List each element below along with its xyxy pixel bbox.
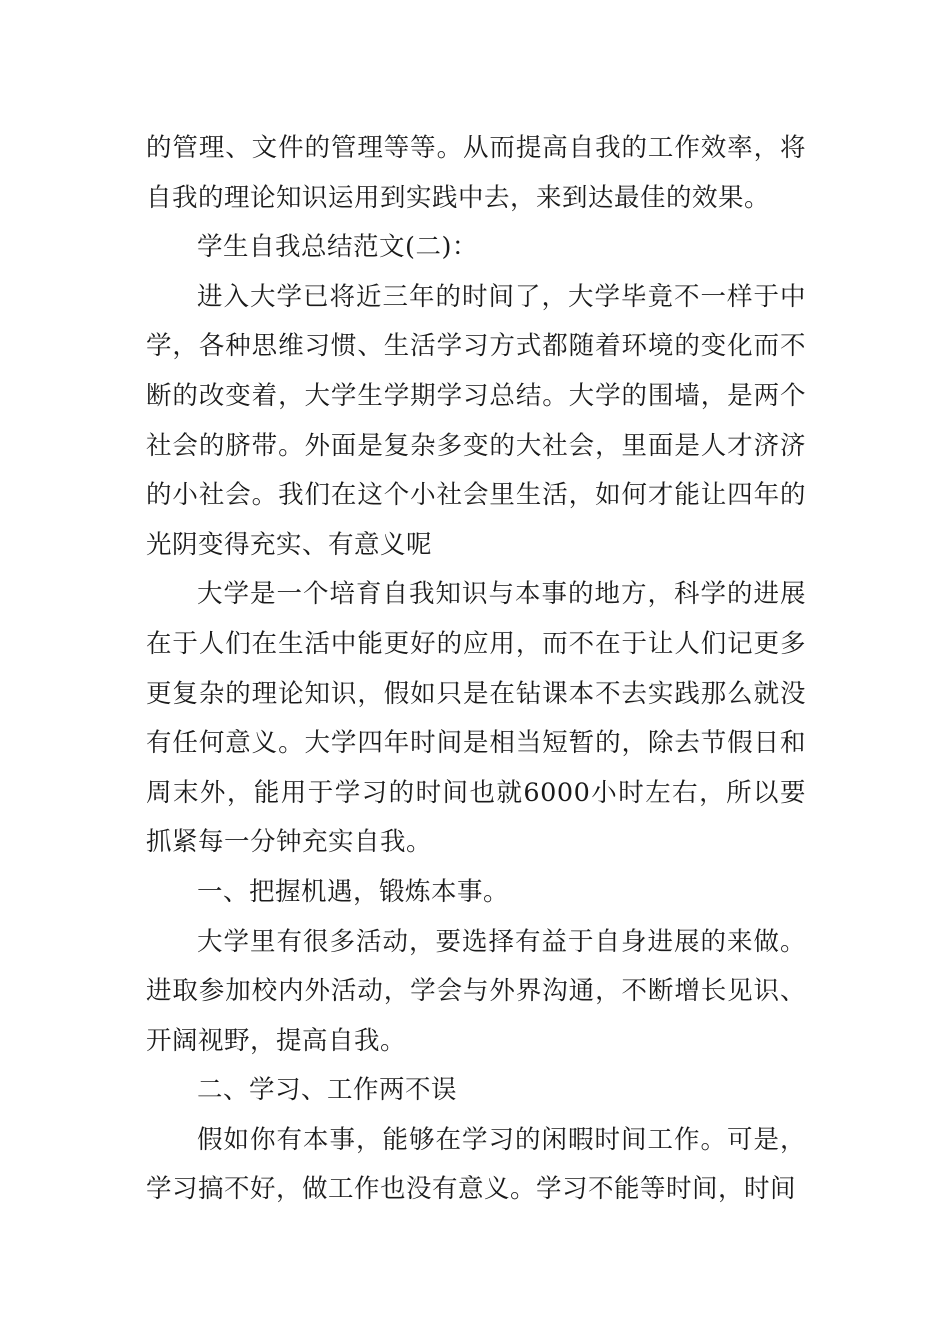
paragraph-4: 大学是一个培育自我知识与本事的地方，科学的进展在于人们在生活中能更好的应用，而不在于让人们记更多更复杂的理论知识，假如只是在钻课本不去实践那么就没有任何意义。大学四年时间是相当短暂的，除去节假日和周末外，能用于学习的时间也就6000小时左右，所以要抓紧每一分钟充实自我。 xyxy=(146,579,806,858)
section-heading-1: 一、把握机遇，锻炼本事。 xyxy=(197,876,510,907)
paragraph-6: 大学里有很多活动，要选择有益于自身进展的来做。进取参加校内外活动，学会与外界沟通，不断增长见识、开阔视野，提高自我。 xyxy=(146,926,806,1056)
paragraph-8: 假如你有本事，能够在学习的闲暇时间工作。可是，学习搞不好，做工作也没有意义。学习不能等时间，时间 xyxy=(146,1124,806,1205)
paragraph-1: 的管理、文件的管理等等。从而提高自我的工作效率，将自我的理论知识运用到实践中去，来到达最佳的效果。 xyxy=(146,133,806,213)
paragraph-3: 进入大学已将近三年的时间了，大学毕竟不一样于中学，各种思维习惯、生活学习方式都随着环境的变化而不断的改变着，大学生学期学习总结。大学的围墙，是两个社会的脐带。外面是复杂多变的大社会，里面是人才济济的小社会。我们在这个小社会里生活，如何才能让四年的光阴变得充实、有意义呢 xyxy=(146,281,806,560)
document-body xyxy=(146,124,806,1215)
section-heading-2: 二、学习、工作两不误 xyxy=(197,1075,458,1106)
section-heading-example-2: 学生自我总结范文(二)： xyxy=(197,232,478,263)
